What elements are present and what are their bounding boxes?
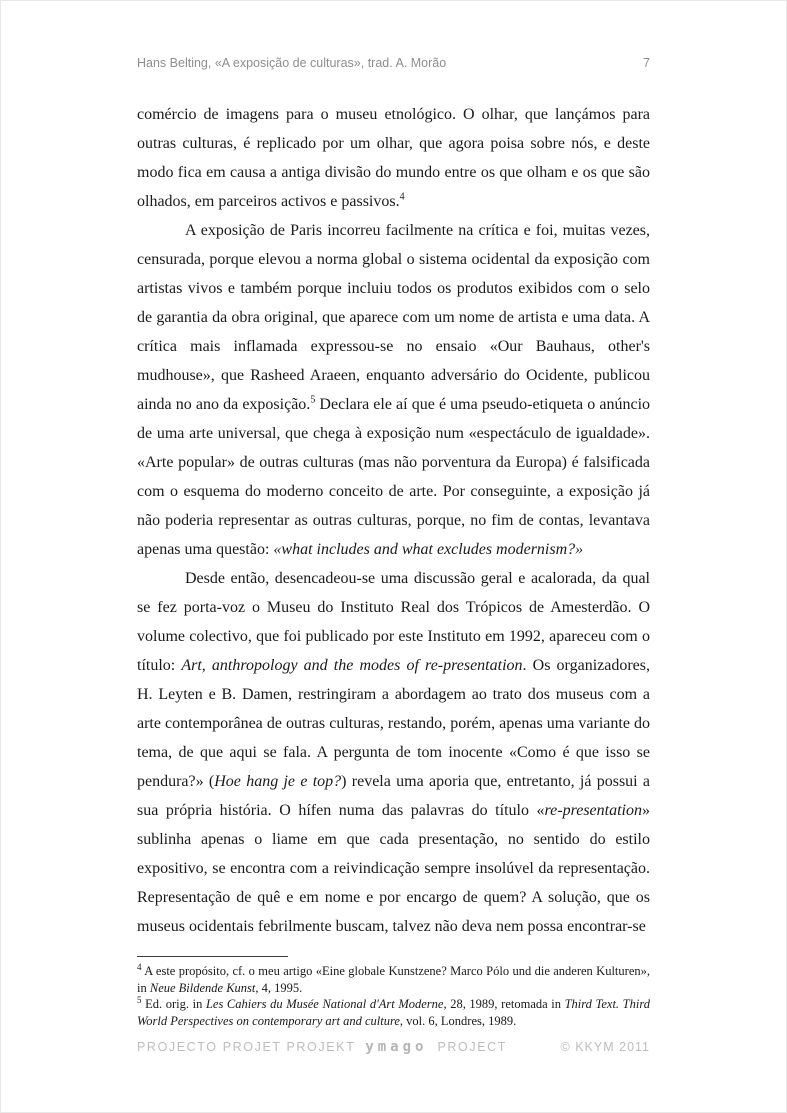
footer-copyright: © KKYM 2011 [560, 1040, 650, 1054]
italic-run: Les Cahiers du Musée National d'Art Moderne [205, 997, 444, 1011]
footnote-marker: 5 [137, 994, 142, 1005]
ymago-logo: ymago [365, 1039, 428, 1055]
text-run: Declara ele aí que é uma pseudo-etiqueta o anúncio de uma arte universal, que chega à exposição num «espectáculo de igualdade». «Arte popular» de outras culturas (mas não porventura da Europa) é falsificada com o esquema do moderno conceito de arte. Por conseguinte, a exposição já não poderia representar as outras culturas, porque, no fim de contas, levantava apenas uma questão: [137, 396, 651, 558]
paragraph [137, 100, 650, 216]
page-header [137, 56, 650, 70]
text-run: Ed. orig. in [141, 997, 206, 1011]
text-run: » sublinha apenas o liame em que cada presentação, no sentido do estilo expositivo, se encontra com a reivindicação sempre insolúvel da representação. Representação de quê e em nome e por encargo de quem? A solução, que os museus ocidentais febrilmente buscam, talvez não deva nem possa encontrar-se [137, 802, 650, 935]
text-run: . Os organizadores, H. Leyten e B. Damen, restringiram a abordagem ao trato dos museus com a arte contemporânea de outras culturas, restando, porém, apenas uma variante do tema, de que aqui se fala. A pergunta de tom inocente «Como é que isso se pendura?» ( [137, 657, 650, 790]
footnotes-list [137, 963, 650, 1029]
italic-run: Neue Bildende Kunst [149, 980, 256, 995]
text-run: ) revela uma aporia que, entretanto, já possui a sua própria história. O hífen numa das palavras do título « [137, 773, 651, 819]
footnote-ref: 4 [399, 191, 405, 203]
paragraph [137, 564, 650, 941]
footer-project-word: PROJECT [437, 1040, 508, 1054]
italic-run: «what includes and what excludes modernism?» [273, 541, 584, 558]
italic-run: Art, anthropology and the modes of re-presentation [181, 657, 523, 674]
italic-run: re-presentation [544, 802, 642, 819]
footnote [137, 963, 650, 996]
page-number: 7 [643, 56, 650, 70]
running-header-title: Hans Belting, «A exposição de culturas», trad. A. Morão [137, 56, 447, 70]
page-footer [137, 1039, 650, 1055]
text-run: comércio de imagens para o museu etnológico. O olhar, que lançámos para outras culturas, é replicado por um olhar, que agora poisa sobre nós, e deste modo fica em causa a antiga divisão do mundo entre os que olham e os que são olhados, em parceiros activos e passivos. [137, 106, 650, 210]
body-paragraphs [137, 100, 650, 941]
text-run: Desde então, desencadeou-se uma discussão geral e acalorada, da qual se fez porta-voz o Museu do Instituto Real dos Trópicos de Amesterdão. O volume colectivo, que foi publicado por este Instituto em 1992, apareceu com o título: [137, 570, 650, 674]
footnote-separator [137, 956, 288, 957]
footnote-ref: 5 [310, 394, 316, 406]
text-run: , 28, 1989, retomada in [443, 997, 565, 1011]
paragraph [137, 216, 650, 564]
italic-run: Third Text. Third World Perspectives on contemporary art and culture [137, 997, 650, 1028]
text-run: A exposição de Paris incorreu facilmente na crítica e foi, muitas vezes, censurada, porque elevou a norma global o sistema ocidental da exposição com artistas vivos e também porque incluiu todos os produtos exibidos com o selo de garantia da obra original, que aparece com um nome de artista e uma data. A crítica mais inflamada expressou-se no ensaio «Our Bauhaus, other's mudhouse», que Rasheed Araeen, enquanto adversário do Ocidente, publicou ainda no ano da exposição. [137, 222, 650, 413]
footnote-marker: 4 [137, 961, 142, 972]
footer-imprint-words: PROJECTO PROJET PROJEKT [137, 1040, 356, 1054]
text-run: , vol. 6, Londres, 1989. [399, 1013, 517, 1028]
italic-run: Hoe hang je e top? [214, 773, 342, 790]
text-run: A este propósito, cf. o meu artigo «Eine globale Kunstzene? Marco Pólo und die anderen Kulturen», in [137, 964, 650, 995]
footer-imprint [137, 1039, 507, 1055]
text-run: , 4, 1995. [255, 980, 303, 995]
footnote [137, 996, 650, 1029]
